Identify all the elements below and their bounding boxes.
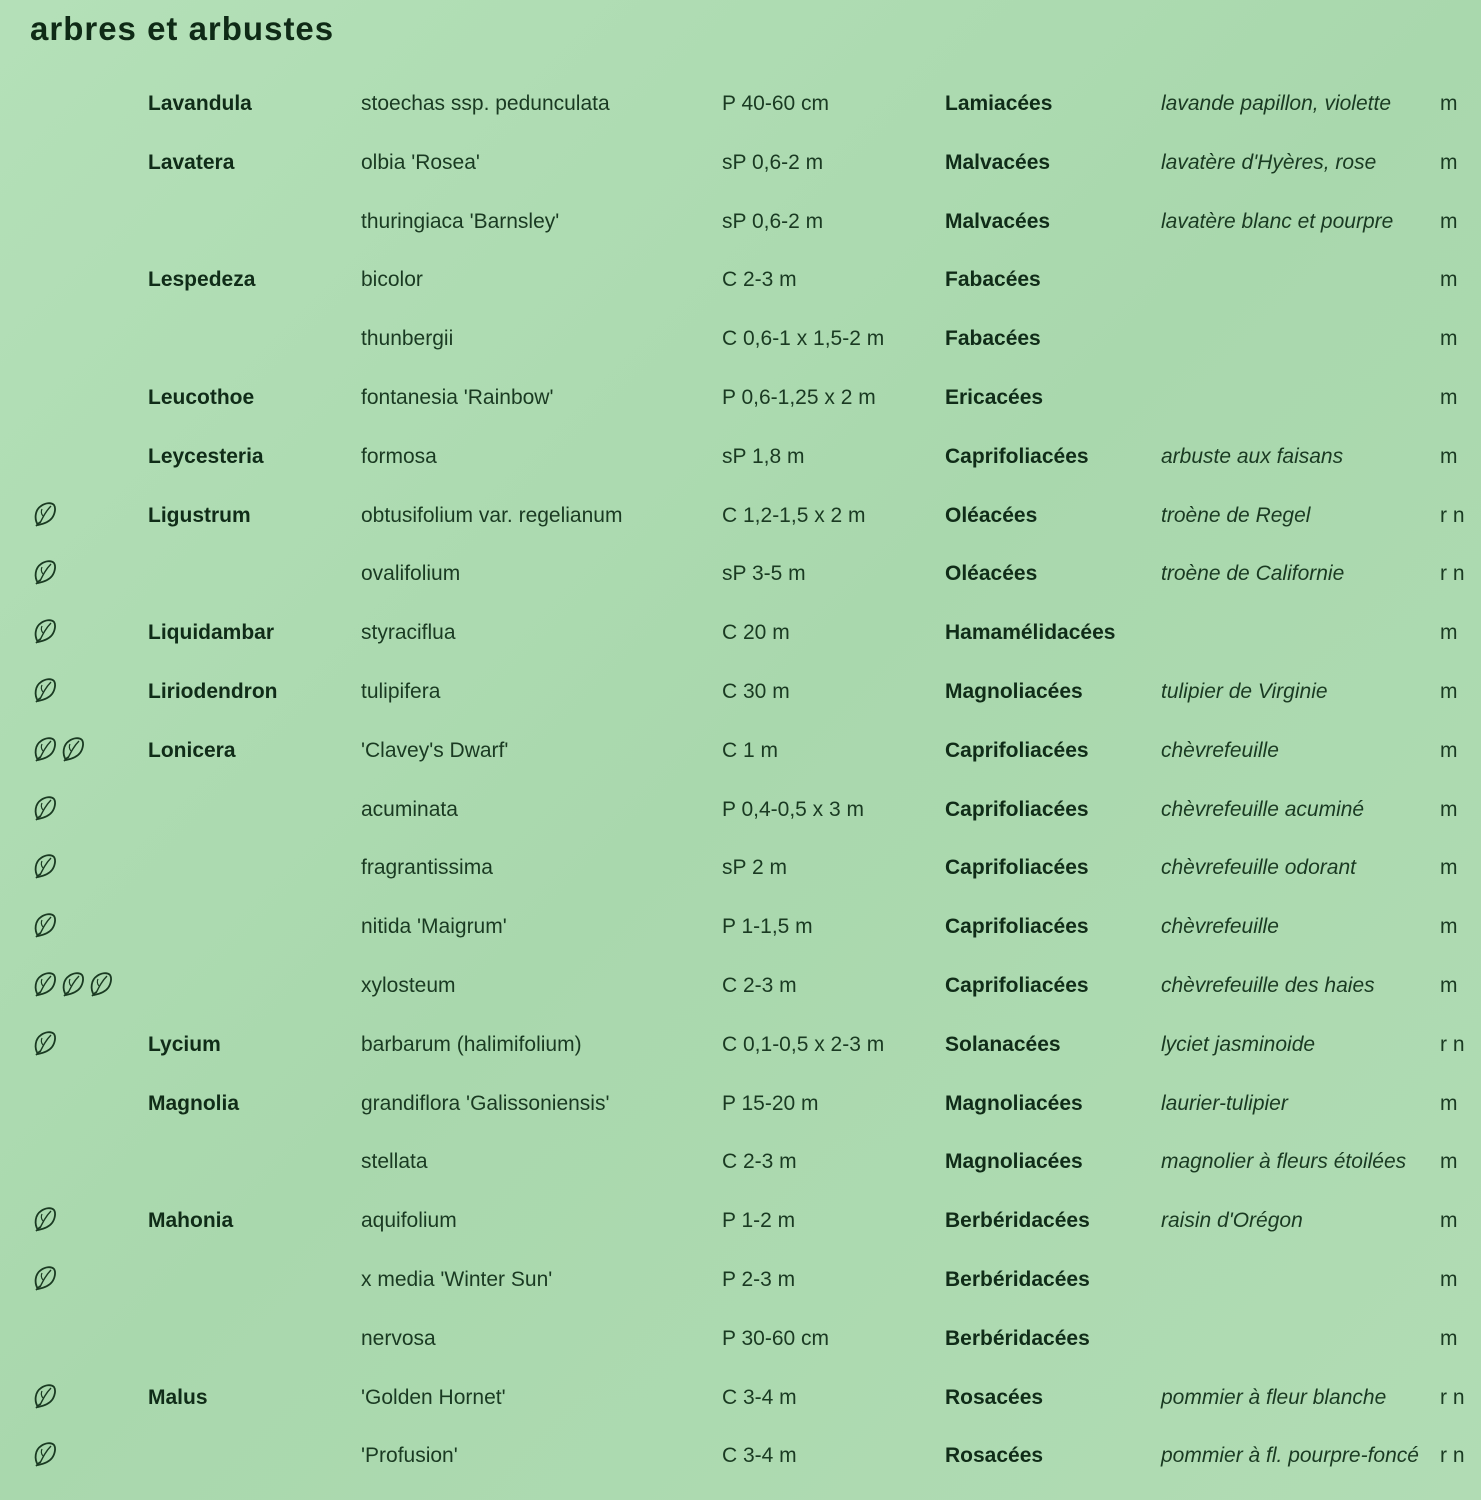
common-name-cell: tulipier de Virginie [1161,679,1328,703]
code-cell: r n [1440,1032,1465,1056]
genus-cell: Lavatera [148,150,235,174]
family-cell: Oléacées [945,503,1038,527]
family-cell: Caprifoliacées [945,444,1089,468]
common-name-cell: chèvrefeuille [1161,738,1279,762]
table-row [0,663,1481,722]
leaf-icon [32,1263,58,1293]
leaf-icon [32,1204,58,1234]
family-cell: Oléacées [945,562,1038,586]
species-cell: acuminata [361,797,458,821]
code-cell: m [1440,385,1458,409]
genus-cell: Magnolia [148,1091,240,1115]
leaf-icons [32,675,58,705]
family-cell: Solanacées [945,1032,1061,1056]
code-cell: r n [1440,1444,1465,1468]
size-cell: C 2-3 m [722,1150,797,1174]
leaf-icon [32,616,58,646]
table-row [0,1192,1481,1251]
genus-cell: Lycium [148,1032,221,1056]
species-cell: fontanesia 'Rainbow' [361,385,554,409]
species-cell: fragrantissima [361,856,493,880]
leaf-icon [32,557,58,587]
table-row [0,1016,1481,1075]
size-cell: C 20 m [722,621,790,645]
family-cell: Fabacées [945,268,1041,292]
family-cell: Caprifoliacées [945,915,1089,939]
species-cell: bicolor [361,268,423,292]
leaf-icon [32,675,58,705]
leaf-icon [32,910,58,940]
code-cell: m [1440,444,1458,468]
code-cell: r n [1440,562,1465,586]
code-cell: m [1440,915,1458,939]
leaf-icons [32,734,86,764]
size-cell: C 1,2-1,5 x 2 m [722,503,866,527]
code-cell: m [1440,797,1458,821]
table-row [0,545,1481,604]
code-cell: m [1440,1267,1458,1291]
common-name-cell: magnolier à fleurs étoilées [1161,1150,1407,1174]
size-cell: C 30 m [722,679,790,703]
genus-cell: Leucothoe [148,385,255,409]
family-cell: Magnoliacées [945,679,1083,703]
leaf-icons [32,1381,58,1411]
common-name-cell: lavande papillon, violette [1161,92,1391,115]
table-row [0,604,1481,663]
common-name-cell: chèvrefeuille des haies [1161,973,1375,997]
family-cell: Caprifoliacées [945,856,1089,880]
table-row [0,1251,1481,1310]
species-cell: stellata [361,1150,428,1174]
code-cell: m [1440,1209,1458,1233]
table-row [0,193,1481,252]
page-title: arbres et arbustes [30,10,335,47]
family-cell: Malvacées [945,150,1051,174]
table-row [0,1075,1481,1134]
size-cell: sP 0,6-2 m [722,150,824,174]
leaf-icon [32,499,58,529]
genus-cell: Lespedeza [148,268,256,292]
species-cell: xylosteum [361,973,456,997]
common-name-cell: laurier-tulipier [1161,1091,1288,1115]
genus-cell: Liquidambar [148,621,275,645]
size-cell: P 40-60 cm [722,92,829,115]
leaf-icons [32,1204,58,1234]
species-cell: grandiflora 'Galissoniensis' [361,1091,610,1115]
leaf-icon [32,1028,58,1058]
code-cell: m [1440,973,1458,997]
table-row [0,75,1481,134]
genus-cell: Liriodendron [148,679,278,703]
leaf-icon [32,793,58,823]
leaf-icon [32,969,58,999]
code-cell: m [1440,738,1458,762]
size-cell: P 0,4-0,5 x 3 m [722,797,865,821]
table-row [0,781,1481,840]
common-name-cell: lyciet jasminoide [1161,1032,1316,1056]
size-cell: C 0,1-0,5 x 2-3 m [722,1032,885,1056]
common-name-cell: lavatère blanc et pourpre [1161,209,1394,233]
leaf-icons [32,499,58,529]
table-row [0,428,1481,487]
species-cell: obtusifolium var. regelianum [361,503,623,527]
common-name-cell: pommier à fleur blanche [1161,1385,1387,1409]
family-cell: Berbéridacées [945,1209,1090,1233]
common-name-cell: pommier à fl. pourpre-foncé [1161,1444,1419,1468]
leaf-icons [32,1439,58,1469]
leaf-icons [32,616,58,646]
species-cell: 'Profusion' [361,1444,458,1468]
leaf-icon [88,969,114,999]
species-cell: olbia 'Rosea' [361,150,480,174]
common-name-cell: lavatère d'Hyères, rose [1161,150,1377,174]
species-cell: formosa [361,444,437,468]
family-cell: Magnoliacées [945,1150,1083,1174]
table-row [0,310,1481,369]
family-cell: Berbéridacées [945,1267,1090,1291]
size-cell: sP 3-5 m [722,562,806,586]
table-row [0,487,1481,546]
table-row [0,1133,1481,1192]
family-cell: Fabacées [945,327,1041,351]
leaf-icons [32,969,114,999]
table-row [0,251,1481,310]
leaf-icon [32,734,58,764]
code-cell: r n [1440,503,1465,527]
genus-cell: Malus [148,1385,208,1409]
leaf-icons [32,851,58,881]
leaf-icons [32,793,58,823]
leaf-icon [32,1381,58,1411]
table-row [0,957,1481,1016]
leaf-icons [32,557,58,587]
size-cell: C 2-3 m [722,268,797,292]
family-cell: Caprifoliacées [945,797,1089,821]
table-row [0,369,1481,428]
family-cell: Berbéridacées [945,1326,1090,1350]
common-name-cell: chèvrefeuille acuminé [1161,797,1365,821]
leaf-icons [32,1263,58,1293]
code-cell: m [1440,150,1458,174]
code-cell: m [1440,856,1458,880]
genus-cell: Leycesteria [148,444,264,468]
table-row [0,1427,1481,1486]
leaf-icon [60,734,86,764]
common-name-cell: troène de Regel [1161,503,1311,527]
table-row [0,1310,1481,1369]
family-cell: Hamamélidacées [945,621,1116,645]
code-cell: m [1440,209,1458,233]
family-cell: Malvacées [945,209,1051,233]
species-cell: stoechas ssp. pedunculata [361,92,610,115]
size-cell: sP 1,8 m [722,444,805,468]
size-cell: sP 2 m [722,856,787,880]
size-cell: P 15-20 m [722,1091,819,1115]
species-cell: thunbergii [361,327,454,351]
code-cell: m [1440,679,1458,703]
species-cell: aquifolium [361,1209,457,1233]
size-cell: C 1 m [722,738,779,762]
size-cell: P 30-60 cm [722,1326,829,1350]
family-cell: Caprifoliacées [945,973,1089,997]
species-cell: nervosa [361,1326,436,1350]
family-cell: Magnoliacées [945,1091,1083,1115]
genus-cell: Mahonia [148,1209,234,1233]
size-cell: C 2-3 m [722,973,797,997]
family-cell: Caprifoliacées [945,738,1089,762]
size-cell: P 1-2 m [722,1209,796,1233]
genus-cell: Ligustrum [148,503,251,527]
code-cell: m [1440,1091,1458,1115]
common-name-cell: arbuste aux faisans [1161,444,1344,468]
plant-table [0,75,1481,1486]
species-cell: styraciflua [361,621,456,645]
size-cell: P 1-1,5 m [722,915,813,939]
family-cell: Rosacées [945,1385,1044,1409]
species-cell: x media 'Winter Sun' [361,1267,553,1291]
size-cell: sP 0,6-2 m [722,209,824,233]
table-row [0,134,1481,193]
common-name-cell: raisin d'Orégon [1161,1209,1303,1233]
code-cell: r n [1440,1385,1465,1409]
table-row [0,722,1481,781]
species-cell: 'Clavey's Dwarf' [361,738,509,762]
leaf-icon [32,851,58,881]
leaf-icon [60,969,86,999]
size-cell: P 0,6-1,25 x 2 m [722,385,876,409]
table-row [0,898,1481,957]
species-cell: tulipifera [361,679,441,703]
common-name-cell: chèvrefeuille [1161,915,1279,939]
family-cell: Rosacées [945,1444,1044,1468]
species-cell: 'Golden Hornet' [361,1385,506,1409]
genus-cell: Lavandula [148,92,252,115]
code-cell: m [1440,1150,1458,1174]
size-cell: P 2-3 m [722,1267,796,1291]
code-cell: m [1440,621,1458,645]
species-cell: barbarum (halimifolium) [361,1032,582,1056]
common-name-cell: chèvrefeuille odorant [1161,856,1356,880]
code-cell: m [1440,268,1458,292]
species-cell: thuringiaca 'Barnsley' [361,209,560,233]
code-cell: m [1440,327,1458,351]
code-cell: m [1440,1326,1458,1350]
common-name-cell: troène de Californie [1161,562,1345,586]
leaf-icons [32,910,58,940]
size-cell: C 3-4 m [722,1444,797,1468]
size-cell: C 0,6-1 x 1,5-2 m [722,327,885,351]
leaf-icon [32,1439,58,1469]
table-row [0,839,1481,898]
species-cell: nitida 'Maigrum' [361,915,507,939]
code-cell: m [1440,92,1458,115]
species-cell: ovalifolium [361,562,461,586]
size-cell: C 3-4 m [722,1385,797,1409]
leaf-icons [32,1028,58,1058]
table-row [0,1369,1481,1428]
family-cell: Lamiacées [945,92,1053,115]
family-cell: Ericacées [945,385,1044,409]
genus-cell: Lonicera [148,738,236,762]
